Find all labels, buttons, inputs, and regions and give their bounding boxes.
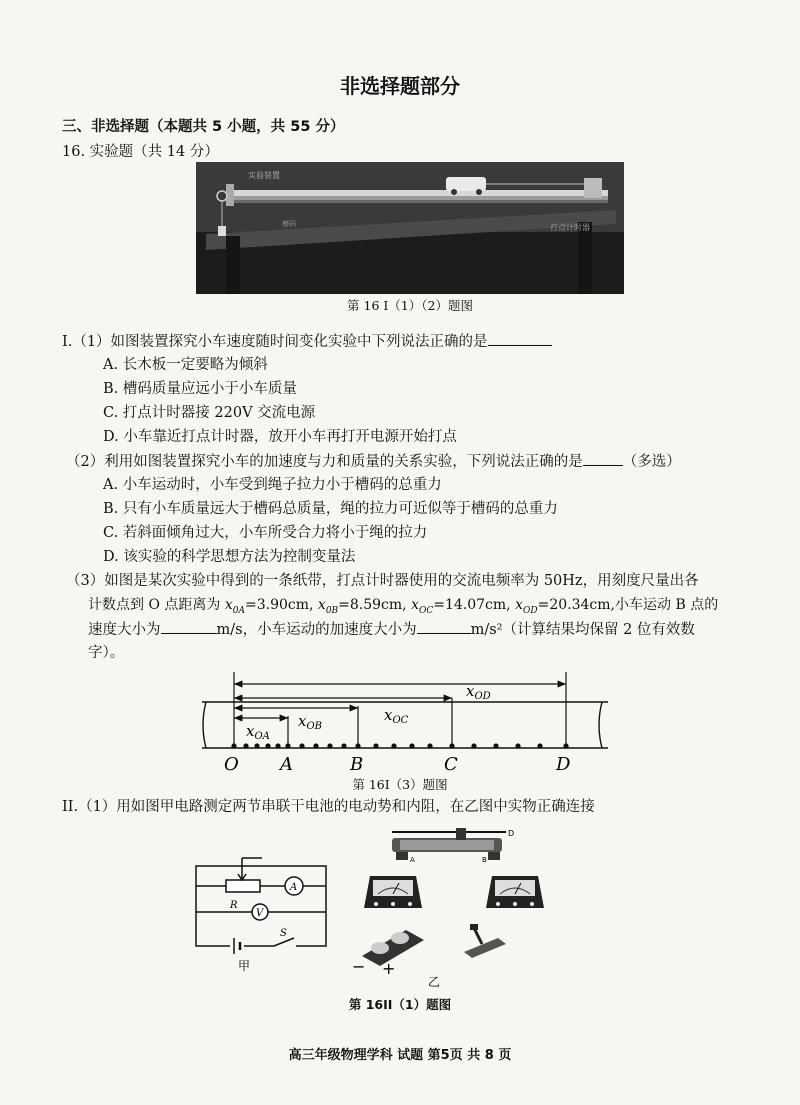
rheostat-device-icon (392, 828, 514, 864)
knife-switch-icon (464, 924, 506, 958)
rheostat-A-label: A (410, 856, 415, 864)
question-3-line-3 (88, 619, 695, 640)
var-x: x (411, 597, 419, 613)
var-x: x (317, 597, 326, 613)
q3-text: m/s，小车运动的加速度大小为 (216, 622, 417, 638)
rheostat-icon (226, 880, 260, 892)
question-3-line-1: （3）如图是某次实验中得到的一条纸带，打点计时器使用的交流电频率为 50Hz，用刻度尺量出各 (66, 573, 699, 589)
value-xOC: =14.07cm, (433, 597, 511, 613)
battery-pack-icon (352, 930, 424, 978)
photo-label-left: 实验装置 (248, 171, 280, 180)
q3-text: m/s²（计算结果均保留 2 位有效数 (470, 622, 695, 638)
switch-label: S (280, 928, 287, 939)
question-2-text: （2）利用如图装置探究小车的加速度与力和质量的关系实验，下列说法正确的是 (66, 454, 583, 470)
q1-option-d: D. 小车靠近打点计时器，放开小车再打开电源开始打点 (103, 429, 457, 445)
q2-option-b: B. 只有小车质量远大于槽码总质量，绳的拉力可近似等于槽码的总重力 (103, 501, 558, 517)
q1-option-a: A. 长木板一定要略为倾斜 (103, 357, 268, 373)
sub-OC: OC (418, 605, 434, 616)
experiment-photo (196, 162, 624, 294)
question-2 (66, 451, 681, 472)
value-xOD: =20.34cm, (537, 597, 615, 613)
figure-yi-label: 乙 (428, 975, 441, 989)
paper-tape-figure (200, 664, 610, 776)
value-xOA: =3.90cm, (244, 597, 314, 613)
rheostat-B-label: B (482, 856, 487, 864)
q3-text-b: 小车运动 B 点的 (615, 597, 719, 613)
plus-terminal-label: + (382, 959, 396, 978)
figure-caption-2: 第 16I（3）题图 (352, 777, 448, 792)
meter-right-icon (486, 876, 544, 908)
var-x: x (224, 597, 233, 613)
q2-option-d: D. 该实验的科学思想方法为控制变量法 (103, 549, 356, 565)
part2-question-1: II.（1）用如图甲电路测定两节串联干电池的电动势和内阻，在乙图中实物正确连接 (62, 799, 595, 815)
photo-label-front: 槽码 (282, 220, 296, 228)
resistor-label: R (230, 900, 238, 911)
var-x: x (515, 597, 523, 613)
sub-0A: 0A (232, 605, 245, 616)
label-xOA: $x_{OA}$ (246, 722, 270, 742)
cart-icon (446, 177, 486, 191)
question-1-text: I.（1）如图装置探究小车速度随时间变化实验中下列说法正确的是 (62, 334, 488, 350)
sub-0B: 0B (325, 605, 339, 616)
q3-text: 计数点到 O 点距离为 (88, 597, 221, 613)
answer-blank-acceleration (417, 619, 471, 634)
q2-option-c: C. 若斜面倾角过大，小车所受合力将小于绳的拉力 (103, 525, 428, 541)
q1-option-c: C. 打点计时器接 220V 交流电源 (103, 405, 316, 421)
q3-text: 速度大小为 (88, 622, 161, 638)
label-xOD: $x_{OD}$ (466, 682, 491, 702)
question-3-line-4: 字）。 (88, 645, 125, 661)
sub-OD: OD (523, 605, 538, 616)
label-xOB: $x_{OB}$ (298, 712, 323, 732)
figure-caption-1: 第 16 I（1）（2）题图 (347, 298, 473, 313)
point-D: D (556, 754, 571, 775)
point-O: O (224, 754, 239, 775)
timer-icon (584, 178, 602, 198)
meter-left-icon (364, 876, 422, 908)
rheostat-D-label: D (508, 829, 515, 838)
ammeter-label: A (290, 882, 298, 893)
question-heading: 16. 实验题（共 14 分） (62, 144, 219, 160)
point-A: A (280, 754, 293, 775)
photo-label-right: 打点计时器 (550, 223, 590, 232)
question-1 (62, 331, 552, 352)
point-C: C (444, 754, 458, 775)
answer-blank-velocity (161, 619, 217, 634)
question-2-suffix: （多选） (622, 454, 681, 470)
label-xOC: $x_{OC}$ (384, 706, 409, 726)
point-B: B (350, 754, 364, 775)
page-footer: 高三年级物理学科 试题 第5页 共 8 页 (288, 1048, 512, 1063)
voltmeter-label: V (256, 908, 264, 919)
minus-terminal-label: − (352, 957, 366, 976)
figure-jia-label: 甲 (238, 959, 251, 973)
section-heading: 三、非选择题（本题共 5 小题，共 55 分） (62, 119, 345, 135)
value-xOB: =8.59cm, (338, 597, 407, 613)
answer-blank (583, 451, 623, 466)
circuit-components-yi (340, 826, 570, 991)
q2-option-a: A. 小车运动时，小车受到绳子拉力小于槽码的总重力 (103, 477, 442, 493)
question-3-line-2 (88, 595, 718, 621)
circuit-diagram-jia (190, 850, 340, 975)
q1-option-b: B. 槽码质量应远小于小车质量 (103, 381, 297, 397)
page-title: 非选择题部分 (340, 74, 460, 98)
figure-caption-3: 第 16II（1）题图 (348, 997, 452, 1012)
answer-blank (488, 331, 552, 346)
